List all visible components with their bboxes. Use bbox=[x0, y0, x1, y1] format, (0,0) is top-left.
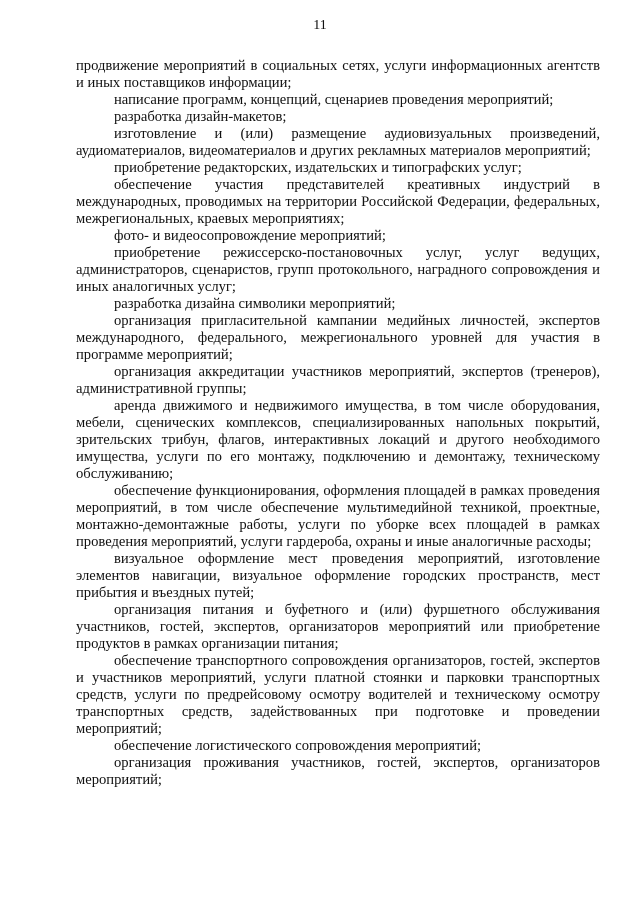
paragraph-accommodation: организация проживания участников, гостей, экспертов, организаторов мероприятий; bbox=[76, 755, 600, 788]
paragraph-writing-programs: написание программ, концепций, сценариев проведения мероприятий; bbox=[114, 92, 554, 108]
paragraph-publishing-services: приобретение редакторских, издательских и типографских услуг; bbox=[114, 160, 522, 176]
paragraph-transport-support: обеспечение транспортного сопровождения организаторов, гостей, экспертов и участников мероприятий, услуги платной стоянки и парковки транспортных средств, услуги по предрейсовому осмотру водителей и техническому осмотру транспортных средств, задействованных при подготовке и проведении мероприятий; bbox=[76, 653, 600, 737]
paragraph-logistics-support: обеспечение логистического сопровождения мероприятий; bbox=[114, 738, 482, 754]
paragraph-directing-services: приобретение режиссерско-постановочных услуг, услуг ведущих, администраторов, сценаристов, групп протокольного, наградного сопровождения и иных аналогичных услуг; bbox=[76, 245, 600, 295]
page-number: 11 bbox=[313, 18, 327, 33]
paragraph-catering: организация питания и буфетного и (или) фуршетного обслуживания участников, гостей, экспертов, организаторов мероприятий или приобретение продуктов в рамках организации питания; bbox=[76, 602, 600, 652]
paragraph-visual-decoration: визуальное оформление мест проведения мероприятий, изготовление элементов навигации, визуальное оформление городских пространств, мест прибытия и въездных путей; bbox=[76, 551, 600, 601]
paragraph-creative-industries-participation: обеспечение участия представителей креативных индустрий в международных, проводимых на территории Российской Федерации, федеральных, межрегиональных, краевых мероприятиях; bbox=[76, 177, 600, 227]
paragraph-symbol-design: разработка дизайна символики мероприятий; bbox=[114, 296, 396, 312]
document-body bbox=[76, 58, 600, 789]
paragraph-venue-operation: обеспечение функционирования, оформления площадей в рамках проведения мероприятий, в том числе обеспечение мультимедийной техникой, проектные, монтажно-демонтажные работы, услуги по уборке всех площадей в рамках проведения мероприятий, услуги гардероба, охраны и иные аналогичные расходы; bbox=[76, 483, 600, 550]
paragraph-photo-video-coverage: фото- и видеосопровождение мероприятий; bbox=[114, 228, 386, 244]
paragraph-audiovisual-production: изготовление и (или) размещение аудиовизуальных произведений, аудиоматериалов, видеоматериалов и других рекламных материалов мероприятий; bbox=[76, 126, 600, 159]
paragraph-property-rental: аренда движимого и недвижимого имущества, в том числе оборудования, мебели, сценических комплексов, специализированных напольных покрытий, зрительских трибун, флагов, интерактивных локаций и другого необходимого имущества, услуги по его монтажу, подключению и демонтажу, техническому обслуживанию; bbox=[76, 398, 600, 482]
paragraph-accreditation: организация аккредитации участников мероприятий, экспертов (тренеров), административной группы; bbox=[76, 364, 600, 397]
paragraph-invitation-campaign: организация пригласительной кампании медийных личностей, экспертов международного, федерального, межрегионального уровней для участия в программе мероприятий; bbox=[76, 313, 600, 363]
paragraph-design-layouts: разработка дизайн-макетов; bbox=[114, 109, 287, 125]
paragraph-promotion-social-media: продвижение мероприятий в социальных сетях, услуги информационных агентств и иных поставщиков информации; bbox=[76, 58, 600, 91]
